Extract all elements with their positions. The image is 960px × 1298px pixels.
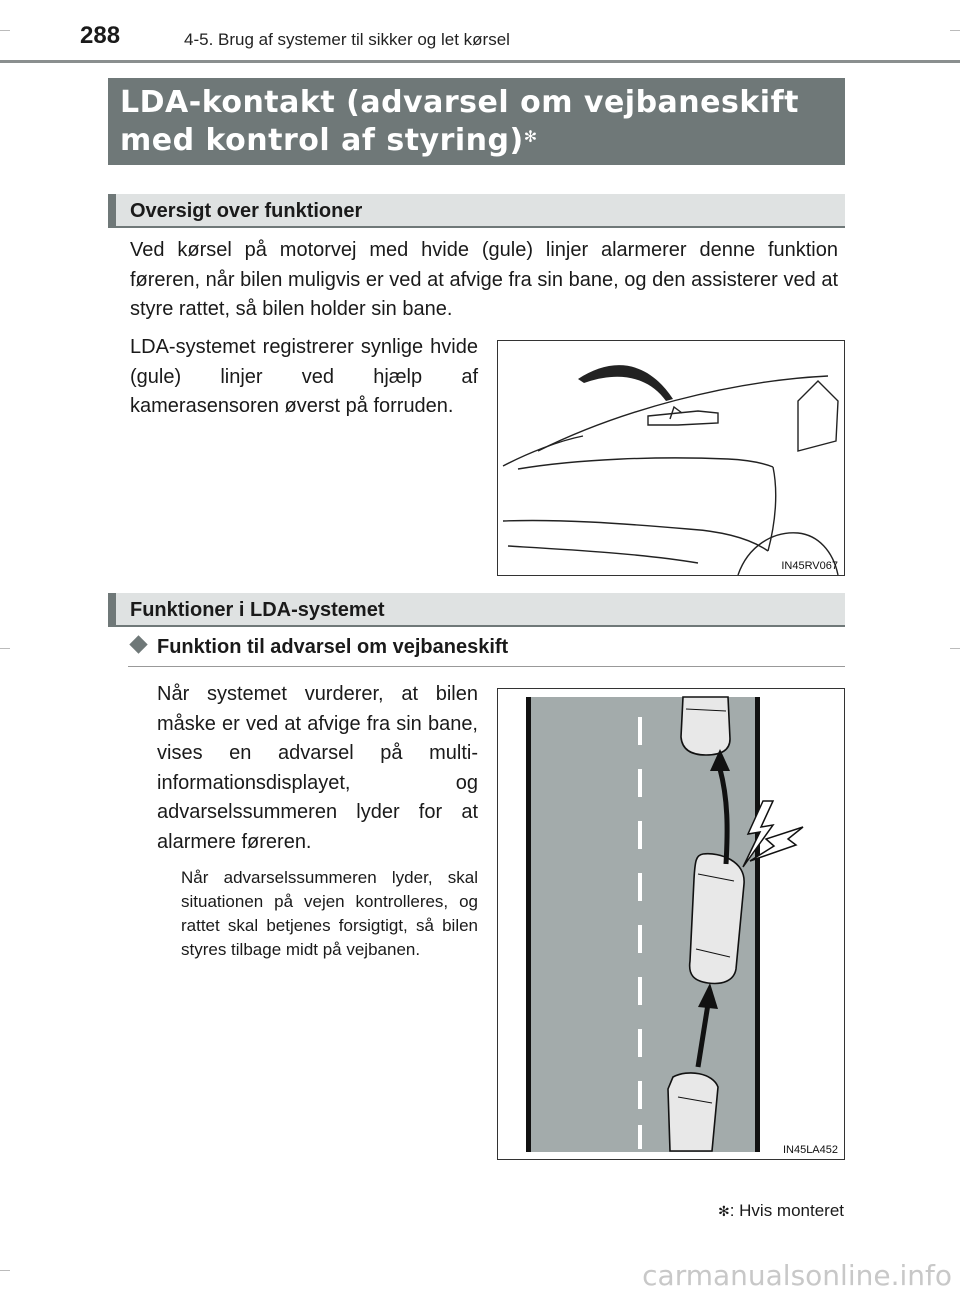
camera-paragraph: LDA-systemet registrerer synlige hvide (gule) linjer ved hjælp af kamerasensoren øverst på forruden. (130, 336, 478, 417)
crop-mark (0, 648, 10, 649)
figure-code: IN45RV067 (781, 560, 838, 572)
footnote (718, 1201, 844, 1221)
page-title-text: LDA-kontakt (advarsel om vejbaneskift med kontrol af styring) (120, 85, 799, 158)
diamond-bullet-icon (129, 635, 147, 653)
windshield-illustration (498, 341, 844, 575)
section-breadcrumb: 4-5. Brug af systemer til sikker og let kørsel (184, 30, 510, 49)
figure-code-2: IN45LA452 (782, 1144, 838, 1156)
section-heading-functions: Funktioner i LDA-systemet (116, 593, 845, 627)
lane-departure-illustration (498, 689, 844, 1159)
section-heading-overview: Oversigt over funktioner (116, 194, 845, 228)
car-middle (690, 854, 744, 984)
windshield-camera-figure (497, 340, 845, 576)
crop-mark (0, 1270, 10, 1271)
page-title (108, 78, 845, 165)
title-marker: ✻ (523, 127, 538, 146)
crop-mark (950, 648, 960, 649)
header-divider (0, 60, 960, 63)
bullet-divider (128, 666, 845, 667)
lane-departure-figure (497, 688, 845, 1160)
crop-mark (950, 30, 960, 31)
overview-paragraph: Ved kørsel på motorvej med hvide (gule) linjer alarmerer denne funktion føreren, når bilen muligvis er ved at afvige fra sin bane, og den assisterer ved at styre rattet, så bilen holder sin bane. (130, 239, 838, 320)
footnote-marker: ✻ (717, 1203, 730, 1219)
left-lane-line (526, 697, 531, 1152)
page-number: 288 (80, 22, 121, 49)
bullet-heading (128, 636, 508, 659)
car-bottom (668, 1073, 718, 1151)
warning-paragraph: Når systemet vurderer, at bilen måske er ved at afvige fra sin bane, vises en advarsel på multi-informationsdisplayet, og advarselssummeren lyder for at alarmere føreren. (157, 683, 478, 853)
car-top (681, 697, 730, 755)
crop-mark (0, 30, 10, 31)
right-lane-line (755, 697, 760, 1152)
watermark: carmanualsonline.info (642, 1259, 952, 1292)
center-dashes (638, 717, 642, 1149)
buzzer-note: Når advarselssummeren lyder, skal situationen på vejen kontrolleres, og rattet skal betjenes forsigtigt, så bilen styres tilbage midt på vejbanen. (181, 868, 478, 959)
footnote-text: : Hvis monteret (729, 1201, 844, 1220)
bullet-heading-text: Funktion til advarsel om vejbaneskift (157, 636, 509, 658)
arrow-icon (578, 365, 673, 401)
